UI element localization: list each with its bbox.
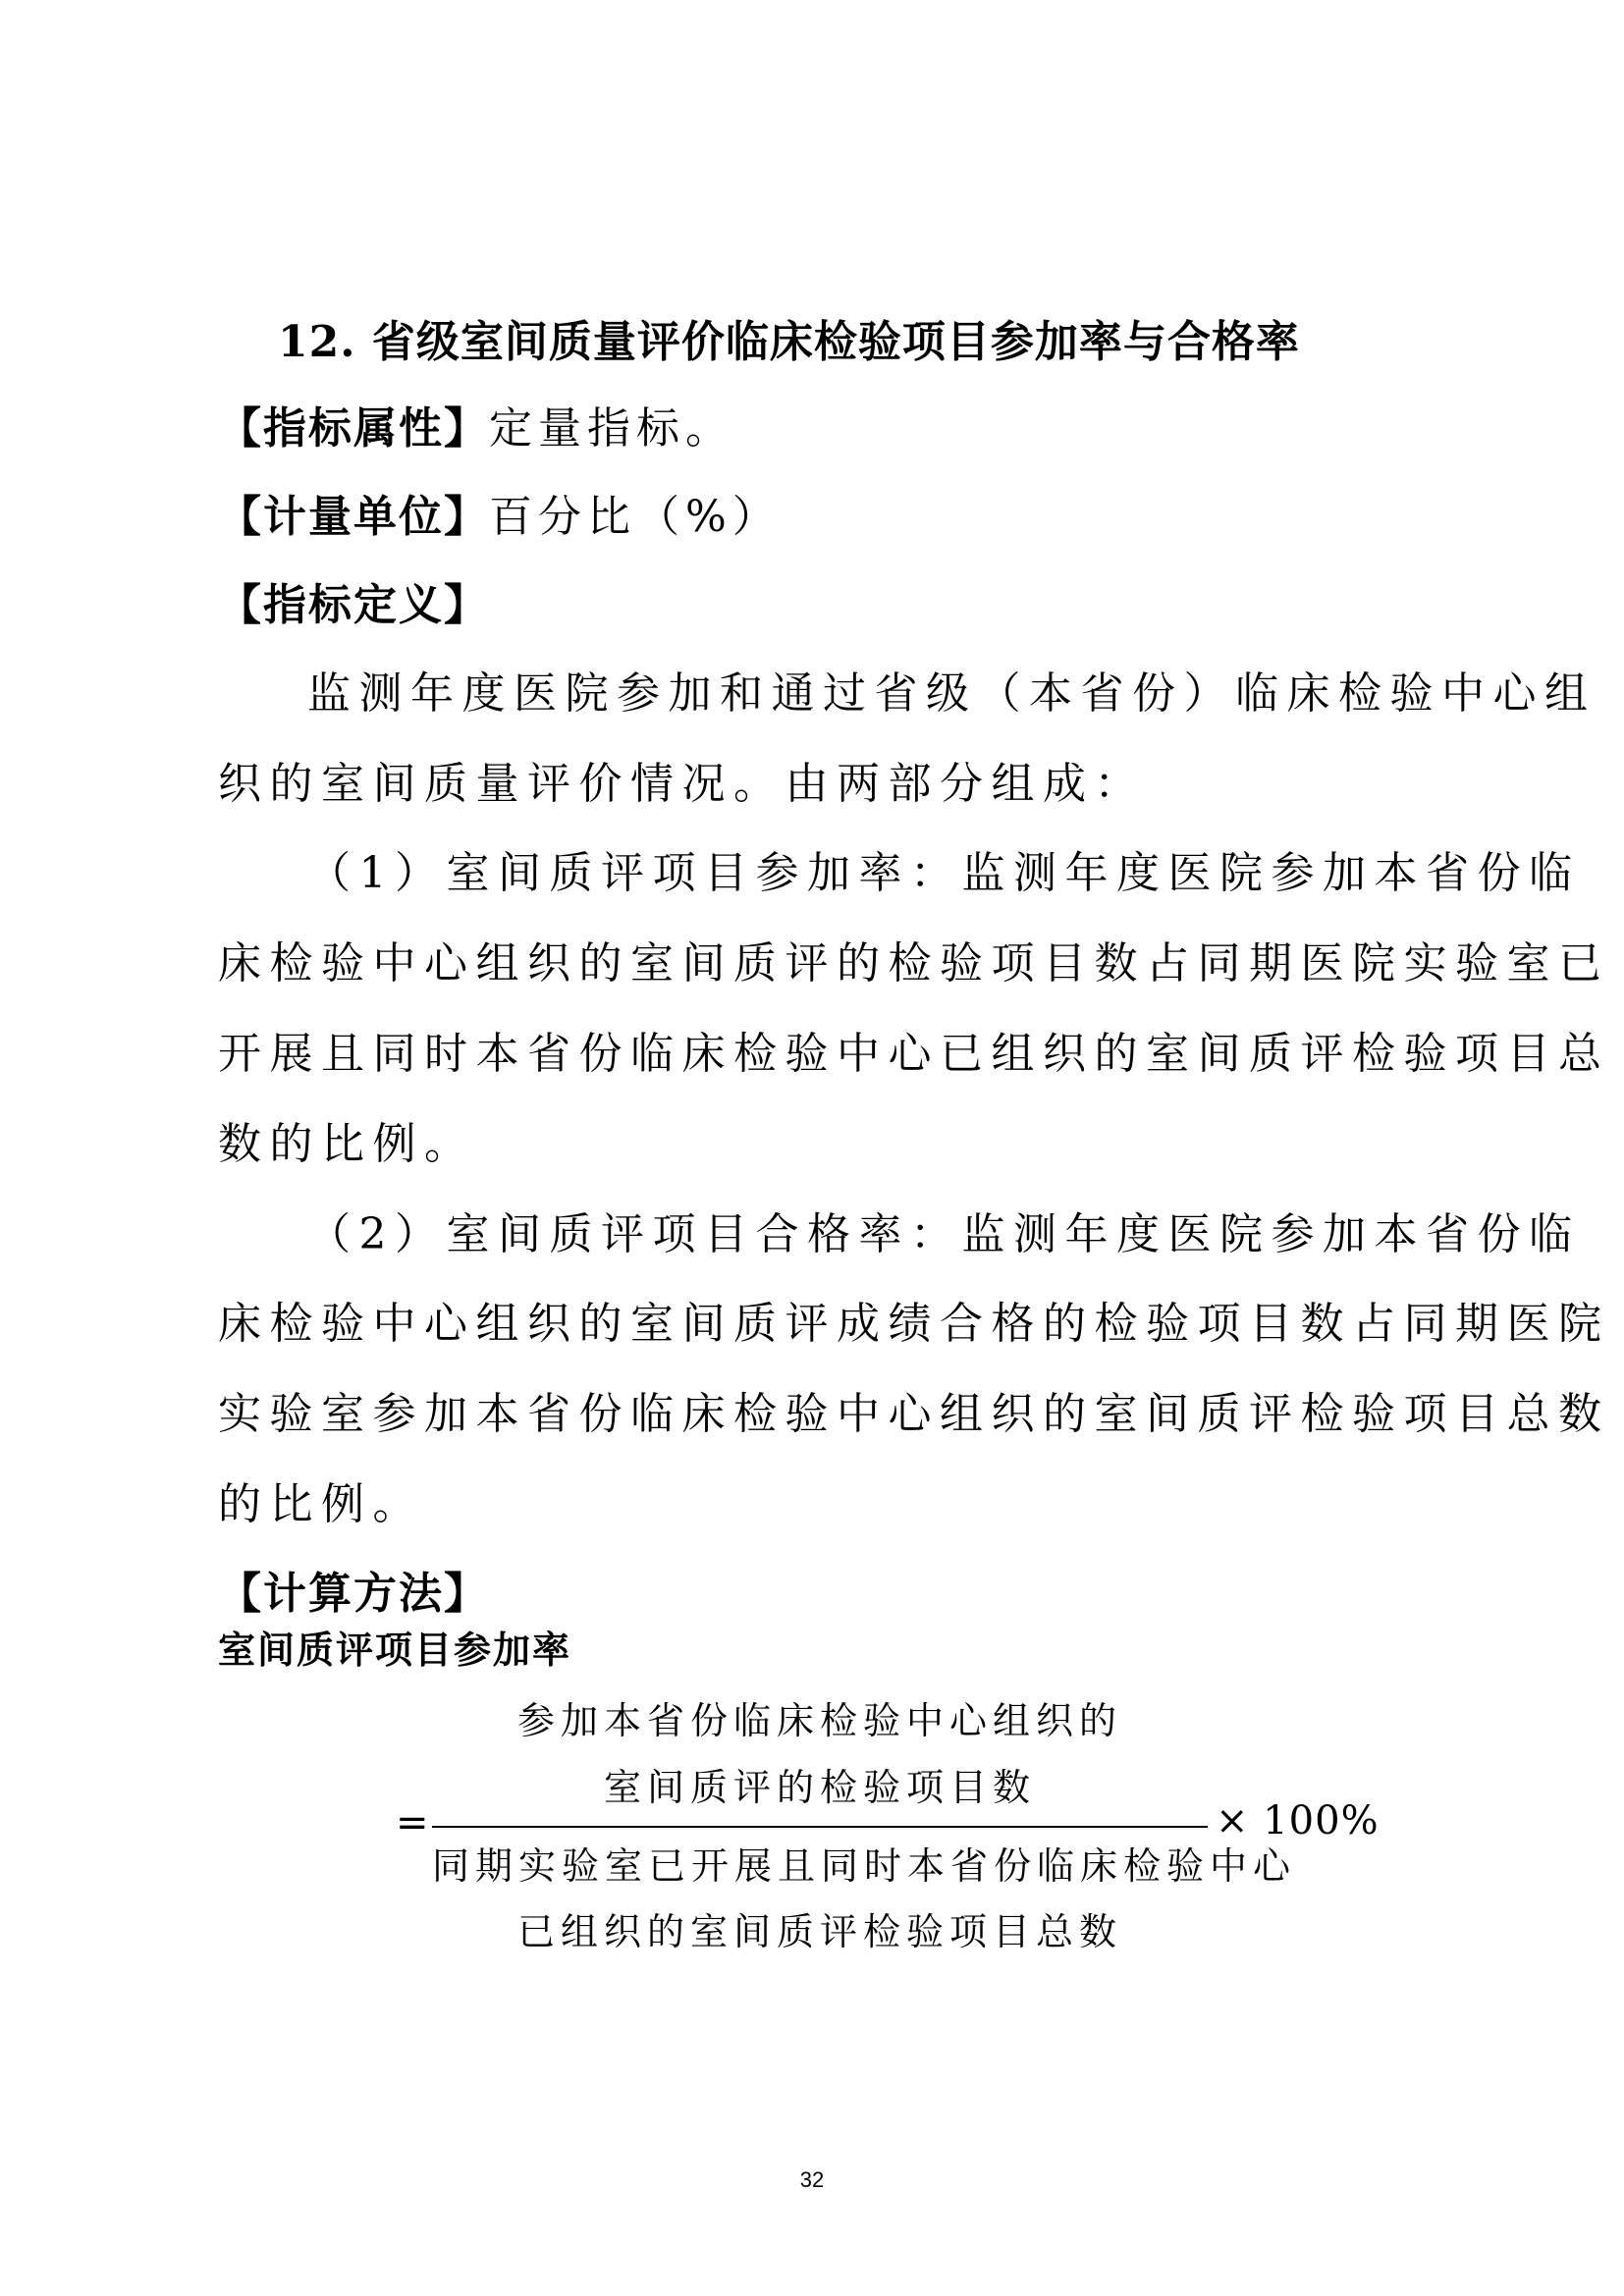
field-definition [218,569,489,632]
formula-denominator-line2: 已组织的室间质评检验项目总数 [516,1910,1122,1953]
definition-line: （1）室间质评项目参加率：监测年度医院参加本省份临 [307,848,1581,898]
field-calc-method-label: 【计算方法】 [218,1569,489,1619]
formula-numerator-line2: 室间质评的检验项目数 [603,1766,1036,1809]
formula-numerator-line1: 参加本省份临床检验中心组织的 [516,1699,1122,1742]
definition-line: 床检验中心组织的室间质评成绩合格的检验项目数占同期医院 [218,1299,1610,1349]
field-attribute [218,393,734,455]
definition-line: 床检验中心组织的室间质评的检验项目数占同期医院实验室已 [218,938,1610,988]
field-unit-label: 【计量单位】 [218,492,489,542]
page-number: 32 [799,2167,825,2192]
field-attribute-label: 【指标属性】 [218,403,489,454]
definition-line: 织的室间质量评价情况。由两部分组成： [218,759,1146,809]
definition-line: 的比例。 [218,1479,424,1529]
section-title: 12. 省级室间质量评价临床检验项目参加率与合格率 [278,317,1300,367]
definition-line: 开展且同时本省份临床检验中心已组织的室间质评检验项目总 [218,1029,1610,1079]
equals-sign: = [396,1800,429,1845]
formula-multiplier: × 100% [1216,1798,1380,1843]
definition-line: （2）室间质评项目合格率：监测年度医院参加本省份临 [307,1209,1581,1259]
field-attribute-value: 定量指标。 [489,403,734,454]
field-calc-method [218,1558,489,1621]
definition-line: 监测年度医院参加和通过省级（本省份）临床检验中心组 [307,668,1597,719]
field-definition-label: 【指标定义】 [218,580,489,630]
field-unit [218,481,782,544]
formula-name: 室间质评项目参加率 [218,1628,572,1672]
formula-denominator-line1: 同期实验室已开展且同时本省份临床检验中心 [432,1844,1297,1888]
definition-line: 数的比例。 [218,1119,476,1169]
fraction-bar [432,1826,1208,1828]
definition-line: 实验室参加本省份临床检验中心组织的室间质评检验项目总数 [218,1389,1610,1439]
field-unit-value: 百分比（%） [489,492,782,542]
